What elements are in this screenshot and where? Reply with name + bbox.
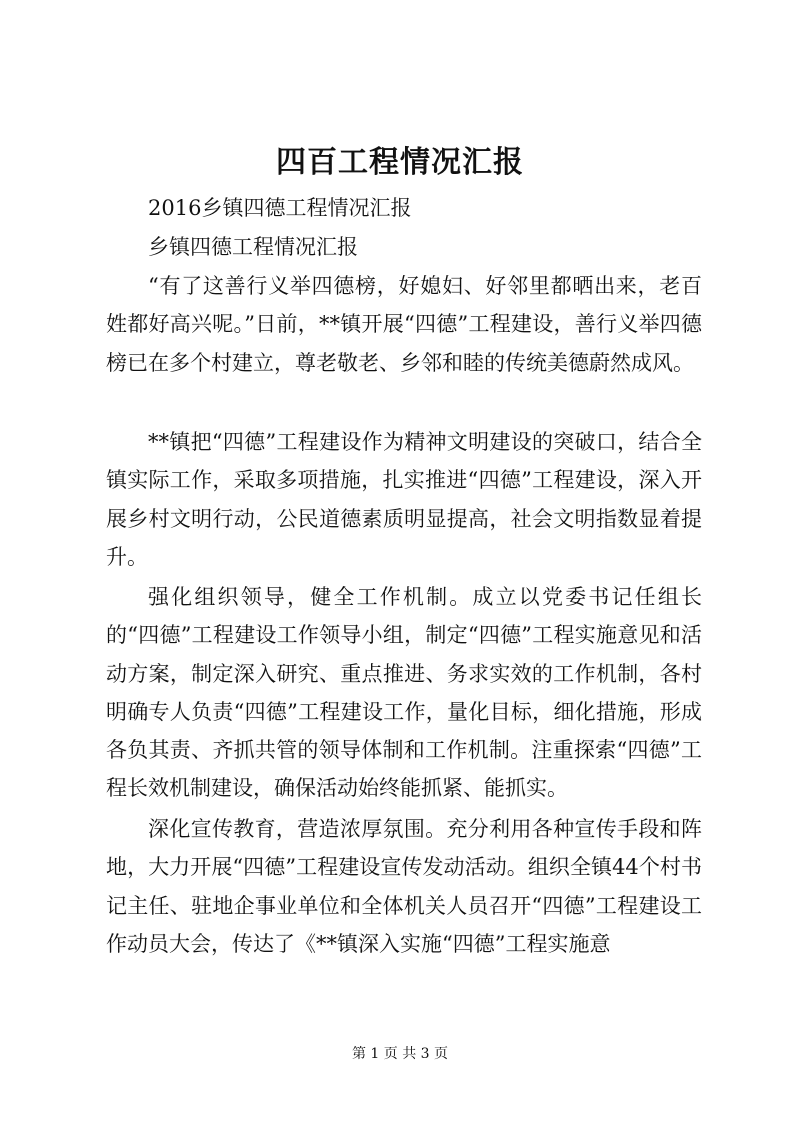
subtitle-line-2: 乡镇四德工程情况汇报 bbox=[148, 235, 358, 259]
paragraph-1: “有了这善行义举四德榜，好媳妇、好邻里都晒出来，老百姓都好高兴呢。”日前，**镇开展“四德”工程建设，善行义举四德榜已在多个村建立，尊老敬老、乡邻和睦的传统美德蔚然成风。 bbox=[106, 274, 702, 375]
subtitle-line-1: 2016乡镇四德工程情况汇报 bbox=[148, 196, 412, 220]
paragraph-3: 强化组织领导，健全工作机制。成立以党委书记任组长的“四德”工程建设工作领导小组，制定“四德”工程实施意见和活动方案，制定深入研究、重点推进、务求实效的工作机制，各村明确专人负责“四德”工程建设工作，量化目标，细化措施，形成各负其责、齐抓共管的领导体制和工作机制。注重探索“四德”工程长效机制建设，确保活动始终能抓紧、能抓实。 bbox=[106, 585, 702, 801]
paragraph-4: 深化宣传教育，营造浓厚氛围。充分利用各种宣传手段和阵地，大力开展“四德”工程建设宣传发动活动。组织全镇44个村书记主任、驻地企事业单位和全体机关人员召开“四德”工程建设工作动员大会，传达了《**镇深入实施“四德”工程实施意 bbox=[106, 817, 702, 956]
document-title: 四百工程情况汇报 bbox=[276, 145, 524, 180]
paragraph-2: **镇把“四德”工程建设作为精神文明建设的突破口，结合全镇实际工作，采取多项措施，扎实推进“四德”工程建设，深入开展乡村文明行动，公民道德素质明显提高，社会文明指数显着提升。 bbox=[106, 430, 702, 569]
page-footer: 第 1 页 共 3 页 bbox=[351, 1046, 449, 1062]
